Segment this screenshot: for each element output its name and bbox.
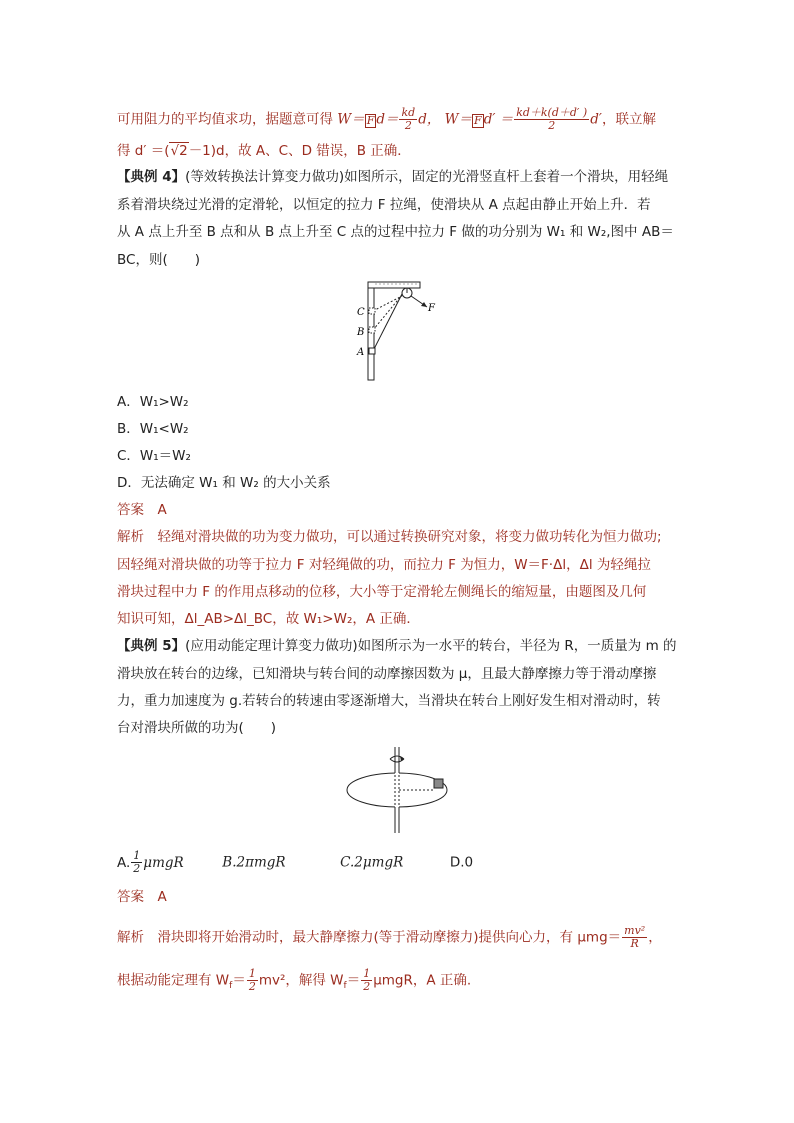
label-c: C [357, 307, 365, 318]
explanation-line: 解析 轻绳对滑块做的功为变力做功，可以通过转换研究对象，将变力做功转化为恒力做功; [117, 529, 662, 545]
sqrt: √2 [170, 143, 188, 159]
boxed-symbol: F [366, 113, 375, 127]
fraction: $\frac{kd+k(d+d' )}{2}$ [516, 106, 588, 132]
option-a: A．W₁>W₂ [117, 394, 189, 410]
option-a: A. $\frac{1}{2}$ μmgR [117, 849, 184, 875]
example-4-line: 从 A 点上升至 B 点和从 B 点上升至 C 点的过程中拉力 F 做的功分别为 W₁ 和 W₂,图中 AB＝ [117, 224, 674, 240]
text-line: 可用阻力的平均值求功，据题意可得 W＝ F d＝ $\frac{kd}{2}$ d， W＝ F d′ ＝ $\frac{kd+k(d+d' )}{2}$ d′，联立解 [117, 106, 656, 132]
answer-line: 答案 A [117, 502, 167, 518]
fraction: $\frac{kd}{2}$ [401, 106, 416, 132]
text-line: 得 d′ ＝(√2－1)d，故 A、C、D 错误，B 正确． [117, 143, 411, 159]
option-c: C.2μmgR [340, 854, 404, 871]
example-4-line: 【典例 4】(等效转换法计算变力做功)如图所示，固定的光滑竖直杆上套着一个滑块，用轻绳 [117, 169, 669, 185]
example-4-line: BC，则( ) [117, 252, 200, 268]
boxed-symbol: F [474, 113, 482, 127]
option-row [117, 850, 473, 875]
label-f: F [428, 303, 435, 314]
explanation-line: 知识可知，Δl_AB>Δl_BC，故 W₁>W₂，A 正确． [117, 611, 420, 627]
example-4-line: 系着滑块绕过光滑的定滑轮，以恒定的拉力 F 拉绳，使滑块从 A 点起由静止开始上升．若 [117, 197, 651, 213]
option-b: B.2πmgR [222, 854, 286, 871]
rope [373, 294, 402, 351]
answer-line: 答案 A [117, 889, 167, 905]
turntable-figure [340, 745, 455, 835]
explanation-line: 根据动能定理有 $W_f=$ $\frac{1}{2}$ mv²，解得 $W_f=$ $\frac{1}{2}$ μmgR，A 正确. [117, 967, 472, 993]
example-5-line: 【典例 5】(应用动能定理计算变力做功)如图所示为一水平的转台，半径为 R，一质量为 m 的 [117, 638, 677, 654]
example-5-line: 台对滑块所做的功为( ) [117, 720, 277, 736]
label-b: B [357, 327, 365, 338]
option-d: D.0 [449, 854, 474, 871]
option-c: C．W₁＝W₂ [117, 448, 191, 464]
option-d: D．无法确定 W₁ 和 W₂ 的大小关系 [117, 475, 331, 491]
option-b: B．W₁<W₂ [117, 421, 189, 437]
explanation-line: 滑块过程中力 F 的作用点移动的位移，大小等于定滑轮左侧绳长的缩短量，由题图及几何 [117, 584, 647, 600]
example-5-line: 力，重力加速度为 g.若转台的转速由零逐渐增大，当滑块在转台上刚好发生相对滑动时，转 [117, 693, 661, 709]
top-beam [368, 282, 420, 288]
example-5-line: 滑块放在转台的边缘，已知滑块与转台间的动摩擦因数为 μ，且最大静摩擦力等于滑动摩擦 [117, 666, 657, 682]
explanation-line: 解析 滑块即将开始滑动时，最大静摩擦力(等于滑动摩擦力)提供向心力，有 μmg＝ $\frac{\text{mv²}}{R}$ ， [117, 924, 662, 950]
slider-block [434, 779, 443, 788]
explanation-line: 因轻绳对滑块做的功等于拉力 F 对轻绳做的功，而拉力 F 为恒力，W＝F·Δl，Δl 为轻绳拉 [117, 557, 651, 573]
label-a: A [357, 347, 365, 358]
slider-block [369, 348, 375, 354]
pulley-figure [345, 278, 445, 382]
